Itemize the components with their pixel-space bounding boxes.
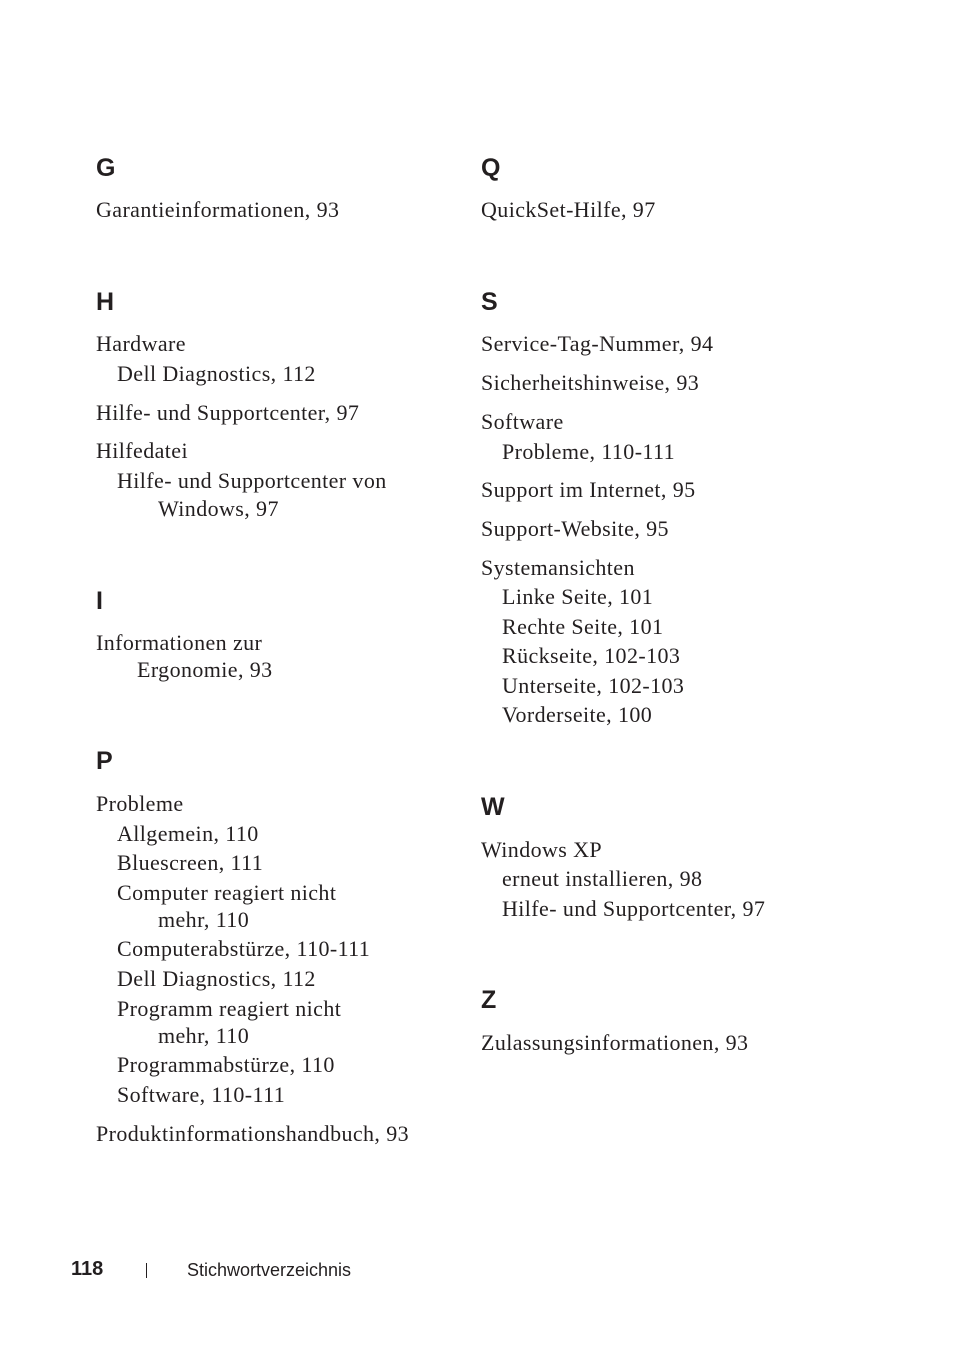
index-entry: Hilfedatei — [96, 438, 188, 463]
index-entry: Systemansichten — [481, 555, 635, 580]
section-letter-z: Z — [481, 986, 497, 1014]
index-entry: Informationen zur — [96, 630, 263, 655]
index-subentry: Programmabstürze, 110 — [117, 1052, 335, 1077]
index-subentry: Dell Diagnostics, 112 — [117, 361, 316, 386]
index-entry: QuickSet-Hilfe, 97 — [481, 197, 656, 222]
index-subentry: Unterseite, 102-103 — [502, 673, 685, 698]
index-subentry: Bluescreen, 111 — [117, 850, 264, 875]
section-letter-p: P — [96, 747, 113, 775]
section-letter-i: I — [96, 587, 103, 615]
section-letter-g: G — [96, 154, 116, 182]
index-subentry-continuation: mehr, 110 — [158, 907, 250, 932]
footer-divider — [146, 1263, 147, 1278]
index-subentry: Dell Diagnostics, 112 — [117, 966, 316, 991]
index-entry: Windows XP — [481, 837, 603, 862]
index-subentry: Probleme, 110-111 — [502, 439, 675, 464]
page-number: 118 — [71, 1258, 104, 1280]
index-entry: Produktinformationshandbuch, 93 — [96, 1121, 410, 1146]
section-letter-q: Q — [481, 154, 501, 182]
index-entry: Zulassungsinformationen, 93 — [481, 1030, 749, 1055]
index-subentry: Computer reagiert nicht — [117, 880, 337, 905]
index-subentry: Software, 110-111 — [117, 1082, 286, 1107]
index-entry: Sicherheitshinweise, 93 — [481, 370, 700, 395]
section-letter-w: W — [481, 793, 505, 821]
index-subentry: Hilfe- und Supportcenter von — [117, 468, 387, 493]
index-subentry: Linke Seite, 101 — [502, 584, 654, 609]
section-letter-s: S — [481, 288, 498, 316]
index-entry: Service-Tag-Nummer, 94 — [481, 331, 714, 356]
index-subentry: Hilfe- und Supportcenter, 97 — [502, 896, 766, 921]
index-entry: Garantieinformationen, 93 — [96, 197, 340, 222]
index-entry: Hardware — [96, 331, 186, 356]
index-entry: Software — [481, 409, 564, 434]
index-subentry: Rechte Seite, 101 — [502, 614, 664, 639]
index-entry: Hilfe- und Supportcenter, 97 — [96, 400, 360, 425]
index-entry: Probleme — [96, 791, 184, 816]
index-entry: Support im Internet, 95 — [481, 477, 696, 502]
index-subentry-continuation: Windows, 97 — [158, 496, 279, 521]
index-subentry: Programm reagiert nicht — [117, 996, 342, 1021]
index-entry: Support-Website, 95 — [481, 516, 669, 541]
section-letter-h: H — [96, 288, 115, 316]
index-subentry: Rückseite, 102-103 — [502, 643, 681, 668]
index-subentry: erneut installieren, 98 — [502, 866, 703, 891]
index-subentry: Allgemein, 110 — [117, 821, 259, 846]
index-subentry-continuation: mehr, 110 — [158, 1023, 250, 1048]
footer-section-title: Stichwortverzeichnis — [187, 1260, 352, 1280]
index-entry-continuation: Ergonomie, 93 — [137, 657, 273, 682]
index-subentry: Computerabstürze, 110-111 — [117, 936, 371, 961]
index-subentry: Vorderseite, 100 — [502, 702, 653, 727]
